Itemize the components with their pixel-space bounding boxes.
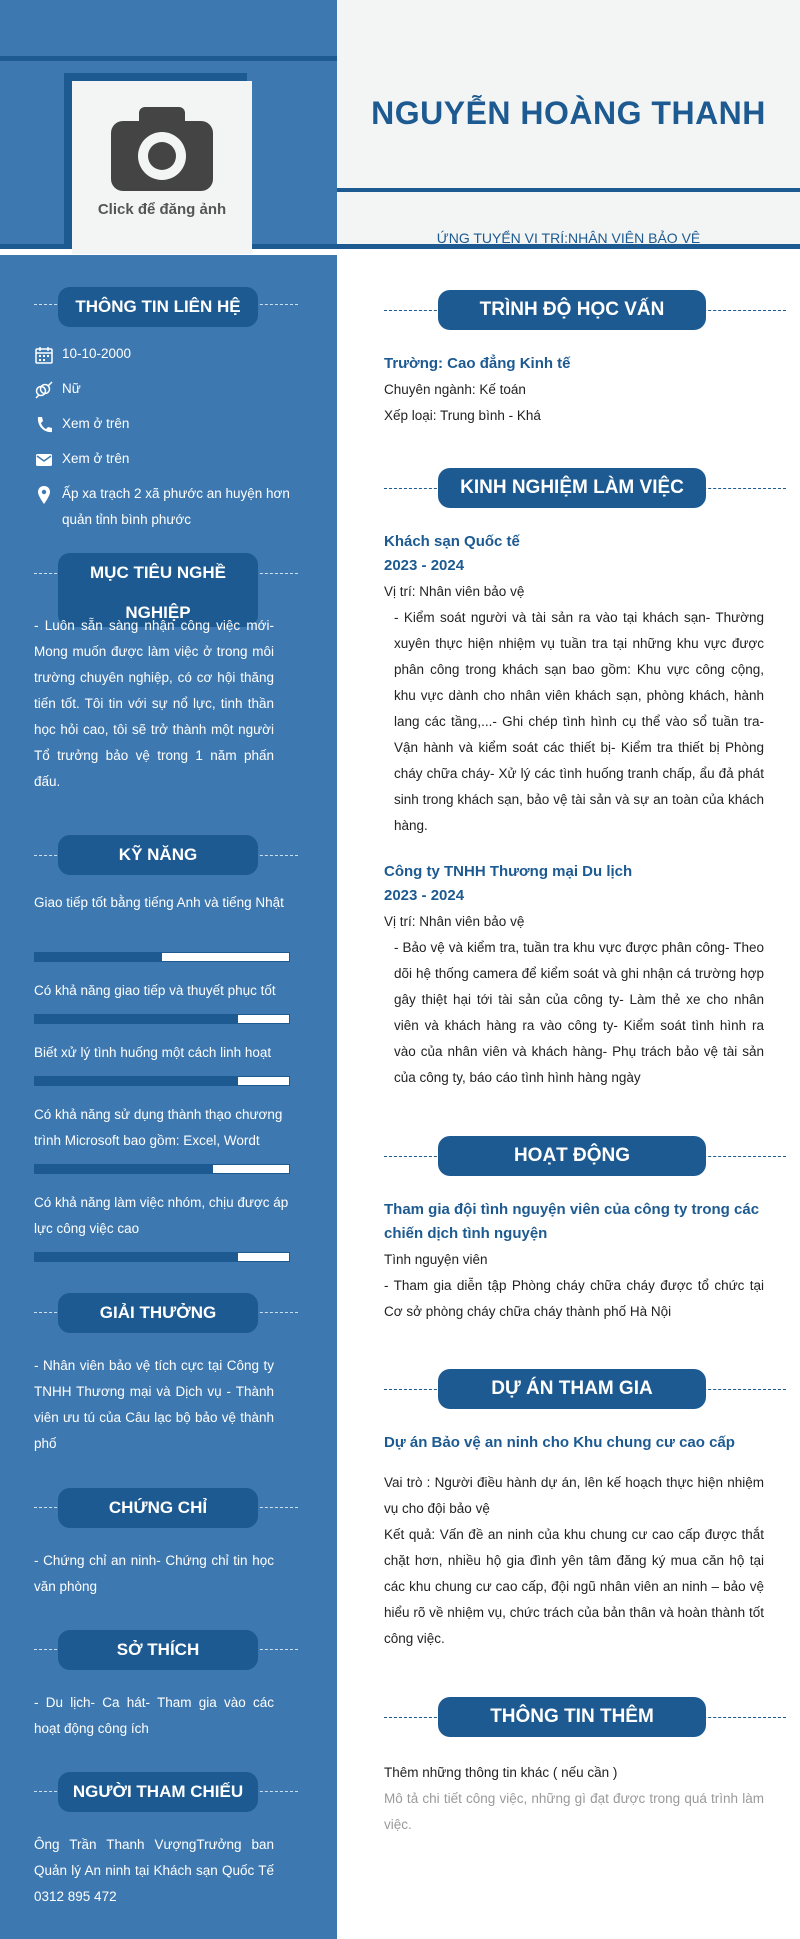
skill-label: Có khả năng sử dụng thành thạo chương trình Microsoft bao gồm: Excel, Wordt [34, 1107, 283, 1148]
activity-name: Tham gia đội tình nguyện viên của công ty trong các chiến dịch tình nguyện [384, 1201, 760, 1242]
activity-description: - Tham gia diễn tập Phòng cháy chữa cháy được tổ chức tại Cơ sở phòng cháy chữa cháy thành phố Hà Nội [384, 1278, 764, 1319]
education-major: Chuyên ngành: Kế toán [384, 382, 526, 397]
certificates-text: - Chứng chỉ an ninh- Chứng chỉ tin học văn phòng [34, 1553, 274, 1594]
education-grade: Xếp loại: Trung bình - Khá [384, 408, 541, 423]
email-row [34, 446, 296, 472]
skill-bar [34, 1076, 290, 1086]
skill-label: Giao tiếp tốt bằng tiếng Anh và tiếng Nhật [34, 895, 284, 910]
birthday-value: 10-10-2000 [62, 346, 132, 361]
skill-bar [34, 1252, 290, 1262]
gender-value: Nữ [62, 381, 81, 396]
gender-row [34, 376, 296, 402]
job-description: - Kiểm soát người và tài sản ra vào tại khách sạn- Thường xuyên thực hiện nhiệm vụ tuần tra tại những khu vực được phân công trong khách sạn bao gồm: Khu vực công cộng, khu vực dành cho nhân viên khách sạn, phòng khách, hành lang các tầng,...- Ghi chép tình hình cụ thể vào sổ tuần tra- Vận hành và kiểm soát các thiết bị- Kiểm tra thiết bị Phòng cháy chữa cháy- Xử lý các tình huống tranh chấp, ẩu đả phát sinh trong khách sạn, bảo vệ tài sản và sự an toàn của khách hàng. [394, 610, 764, 833]
skill-label: Biết xử lý tình huống một cách linh hoạt [34, 1045, 272, 1060]
skills-title: KỸ NĂNG [58, 835, 258, 875]
applied-position: ỨNG TUYỂN VỊ TRÍ:NHÂN VIÊN BẢO VỆ [436, 230, 701, 246]
job-company: Khách sạn Quốc tế [384, 533, 520, 550]
phone-row [34, 411, 296, 437]
skill-bar-fill [35, 1165, 213, 1173]
education-title: TRÌNH ĐỘ HỌC VẤN [438, 290, 706, 330]
job-period: 2023 - 2024 [384, 887, 465, 904]
camera-icon [107, 103, 217, 195]
address-value: Ấp xa trạch 2 xã phước an huyện hơn quản tỉnh bình phước [62, 486, 290, 527]
skill-bar [34, 952, 290, 962]
project-result: Kết quả: Vấn đề an ninh của khu chung cư cao cấp được thắt chặt hơn, nhiều hộ gia đình yên tâm đăng ký mua căn hộ tại các khu chung cư cao cấp, đội ngũ nhân viên an ninh – bảo vệ hiểu rõ về nhiệm vụ, chức trách của bản thân và hoàn thành tốt công việc. [384, 1527, 764, 1646]
extra-title: THÔNG TIN THÊM [438, 1697, 706, 1737]
job-period: 2023 - 2024 [384, 557, 465, 574]
hobbies-text: - Du lịch- Ca hát- Tham gia vào các hoạt động công ích [34, 1695, 274, 1736]
header-rule-top [0, 56, 337, 61]
awards-title: GIẢI THƯỞNG [58, 1293, 258, 1333]
extra-text: Thêm những thông tin khác ( nếu cần ) [384, 1765, 618, 1780]
job-company: Công ty TNHH Thương mại Du lịch [384, 863, 633, 880]
skill-bar-fill [35, 1077, 238, 1085]
activity-role: Tình nguyện viên [384, 1252, 488, 1267]
calendar-icon [34, 345, 54, 365]
objective-text: - Luôn sẵn sàng nhận công việc mới- Mong muốn được làm việc ở trong môi trường chuyên nghiệp, có cơ hội thăng tiến tốt. Tôi tin với sự nổ lực, tinh thần học hỏi cao, tôi sẽ trở thành một người Tổ trưởng bảo vệ trong 1 năm phấn đấu. [34, 618, 274, 789]
skill-bar-fill [35, 1253, 238, 1261]
skill-bar-fill [35, 953, 162, 961]
skill-bar [34, 1014, 290, 1024]
education-school: Trường: Cao đẳng Kinh tế [384, 355, 571, 372]
photo-caption: Click để đăng ảnh [97, 201, 227, 218]
extra-hint: Mô tả chi tiết công việc, những gì đạt được trong quá trình làm việc. [384, 1791, 764, 1832]
location-pin-icon [34, 485, 54, 505]
contact-title: THÔNG TIN LIÊN HỆ [58, 287, 258, 327]
hobbies-title: SỞ THÍCH [58, 1630, 258, 1670]
activities-title: HOẠT ĐỘNG [438, 1136, 706, 1176]
photo-upload[interactable] [72, 81, 252, 254]
job-role: Vị trí: Nhân viên bảo vệ [384, 914, 525, 929]
address-row [34, 481, 296, 533]
phone-icon [34, 415, 54, 435]
skill-label: Có khả năng giao tiếp và thuyết phục tốt [34, 983, 276, 998]
header-rule-middle [337, 188, 800, 192]
projects-title: DỰ ÁN THAM GIA [438, 1369, 706, 1409]
candidate-name: NGUYỄN HOÀNG THANH [371, 95, 766, 131]
gender-icon [34, 380, 54, 400]
references-text: Ông Trần Thanh VượngTrưởng ban Quản lý An ninh tại Khách sạn Quốc Tế 0312 895 472 [34, 1837, 274, 1904]
skill-bar-fill [35, 1015, 238, 1023]
objective-title: MỤC TIÊU NGHỀ NGHIỆP [58, 553, 258, 627]
skill-label: Có khả năng làm việc nhóm, chịu được áp lực công việc cao [34, 1195, 289, 1236]
awards-text: - Nhân viên bảo vệ tích cực tại Công ty TNHH Thương mại và Dịch vụ - Thành viên ưu tú của Câu lạc bộ bảo vệ thành phố [34, 1358, 274, 1451]
email-value: Xem ở trên [62, 451, 130, 466]
certificates-title: CHỨNG CHỈ [58, 1488, 258, 1528]
project-name: Dự án Bảo vệ an ninh cho Khu chung cư cao cấp [384, 1434, 735, 1451]
experience-title: KINH NGHIỆM LÀM VIỆC [438, 468, 706, 508]
job-role: Vị trí: Nhân viên bảo vệ [384, 584, 525, 599]
references-title: NGƯỜI THAM CHIẾU [58, 1772, 258, 1812]
project-role: Vai trò : Người điều hành dự án, lên kế hoạch thực hiện nhiệm vụ cho đội bảo vệ [384, 1475, 764, 1516]
mail-icon [34, 450, 54, 470]
phone-value: Xem ở trên [62, 416, 130, 431]
birthday-row [34, 341, 296, 367]
skill-bar [34, 1164, 290, 1174]
job-description: - Bảo vệ và kiểm tra, tuần tra khu vực được phân công- Theo dõi hệ thống camera để kiểm soát và ghi nhận cá trường hợp gây thiệt hại tới tài sản của công ty- Làm thẻ xe cho nhân viên và khách hàng ra vào công ty- Kiểm soát tình hình ra vào của nhân viên và khách hàng- Phụ trách bảo vệ tài sản của công ty, báo cáo tình hình hàng ngày [394, 940, 764, 1085]
